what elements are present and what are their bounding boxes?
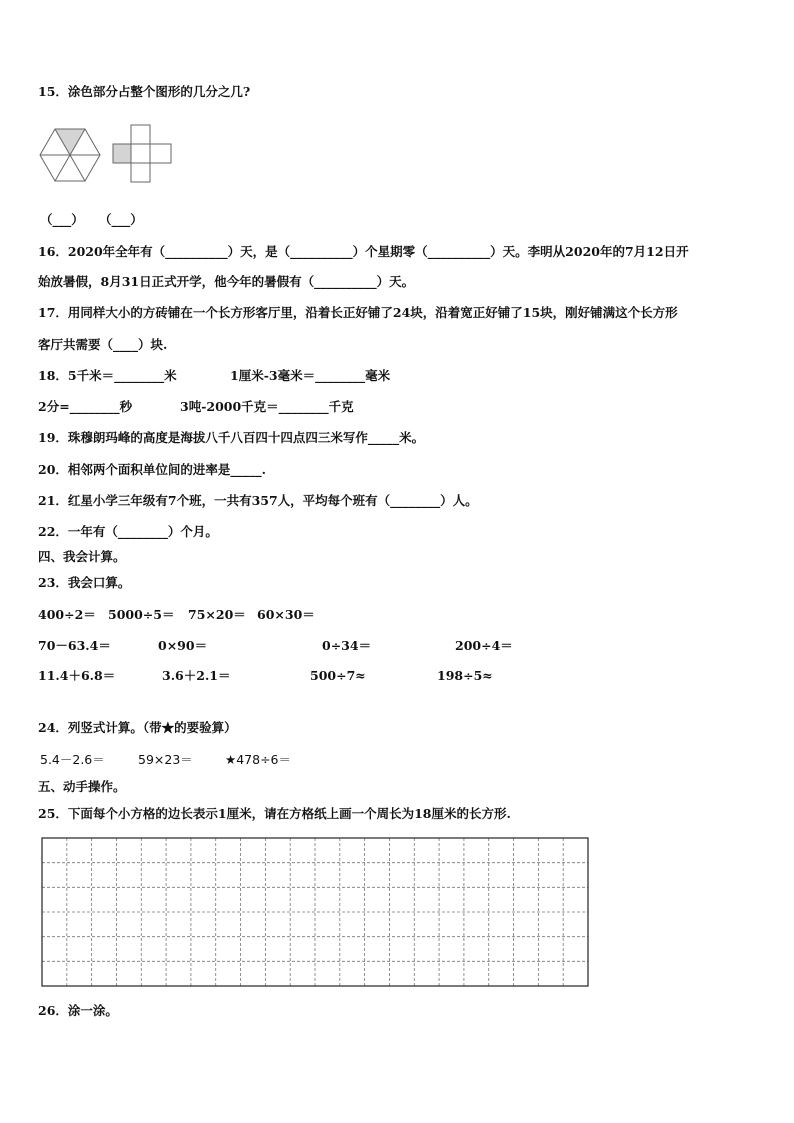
net-shaded-square [113,144,131,163]
q17-line-1: 17．用同样大小的方砖铺在一个长方形客厅里，沿着长正好铺了24块，沿着宽正好铺了15块，刚好铺满这个长方形 [38,305,678,320]
q15-blank-2[interactable]: （___） [99,212,143,227]
q15-prompt: 15．涂色部分占整个图形的几分之几? [38,84,251,99]
q19-prompt: 19．珠穆朗玛峰的高度是海拔八千八百四十四点四三米写作_____米。 [38,430,425,445]
q22-prompt: 22．一年有（________）个月。 [38,524,218,539]
q18-item-b: 1厘米-3毫米＝________毫米 [230,368,391,383]
q23-r1-c1: 400÷2＝ [38,607,96,622]
q24-title: 24．列竖式计算。（带★的要验算） [38,720,237,735]
q20-prompt: 20．相邻两个面积单位间的进率是_____. [38,462,266,477]
q16-line-2: 始放暑假，8月31日正式开学，他今年的暑假有（__________）天。 [38,274,415,289]
q24-item-2: 59×23＝ [138,752,193,767]
q23-r1-c4: 60×30＝ [257,607,315,622]
q24-item-3: ★478÷6＝ [225,752,291,767]
q23-r3-c4: 198÷5≈ [437,668,493,683]
q23-r1-c3: 75×20＝ [188,607,246,622]
q16-line-1: 16．2020年全年有（__________）天，是（__________）个星期零（__________）天。李明从2020年的7月12日开 [38,244,689,259]
cube-net-figure [111,123,175,185]
section-4-heading: 四、我会计算。 [38,549,126,564]
q21-prompt: 21．红星小学三年级有7个班，一共有357人，平均每个班有（________）人。 [38,493,478,508]
q24-item-1: 5.4－2.6＝ [40,752,105,767]
q17-line-2: 客厅共需要（____）块. [38,337,168,352]
q23-r2-c4: 200÷4＝ [455,638,513,653]
q23-r2-c2: 0×90＝ [158,638,208,653]
q23-r1-c2: 5000÷5＝ [108,607,175,622]
section-5-heading: 五、动手操作。 [38,779,126,794]
q18-item-d: 3吨-2000千克＝________千克 [180,399,354,414]
hexagon-figure [38,126,102,184]
q25-prompt: 25．下面每个小方格的边长表示1厘米，请在方格纸上画一个周长为18厘米的长方形. [38,806,511,821]
q18-item-a: 18．5千米＝________米 [38,368,177,383]
q15-blank-1[interactable]: （___） [40,212,84,227]
hexagon-shaded-triangle [55,129,85,155]
q23-r2-c3: 0÷34＝ [322,638,372,653]
q23-r3-c1: 11.4＋6.8＝ [38,668,116,683]
q23-r3-c3: 500÷7≈ [310,668,366,683]
q23-r2-c1: 70－63.4＝ [38,638,111,653]
q26-prompt: 26．涂一涂。 [38,1003,118,1018]
grid-paper[interactable] [40,836,590,988]
q23-title: 23．我会口算。 [38,575,131,590]
q23-r3-c2: 3.6＋2.1＝ [162,668,231,683]
q18-item-c: 2分=________秒 [38,399,133,414]
